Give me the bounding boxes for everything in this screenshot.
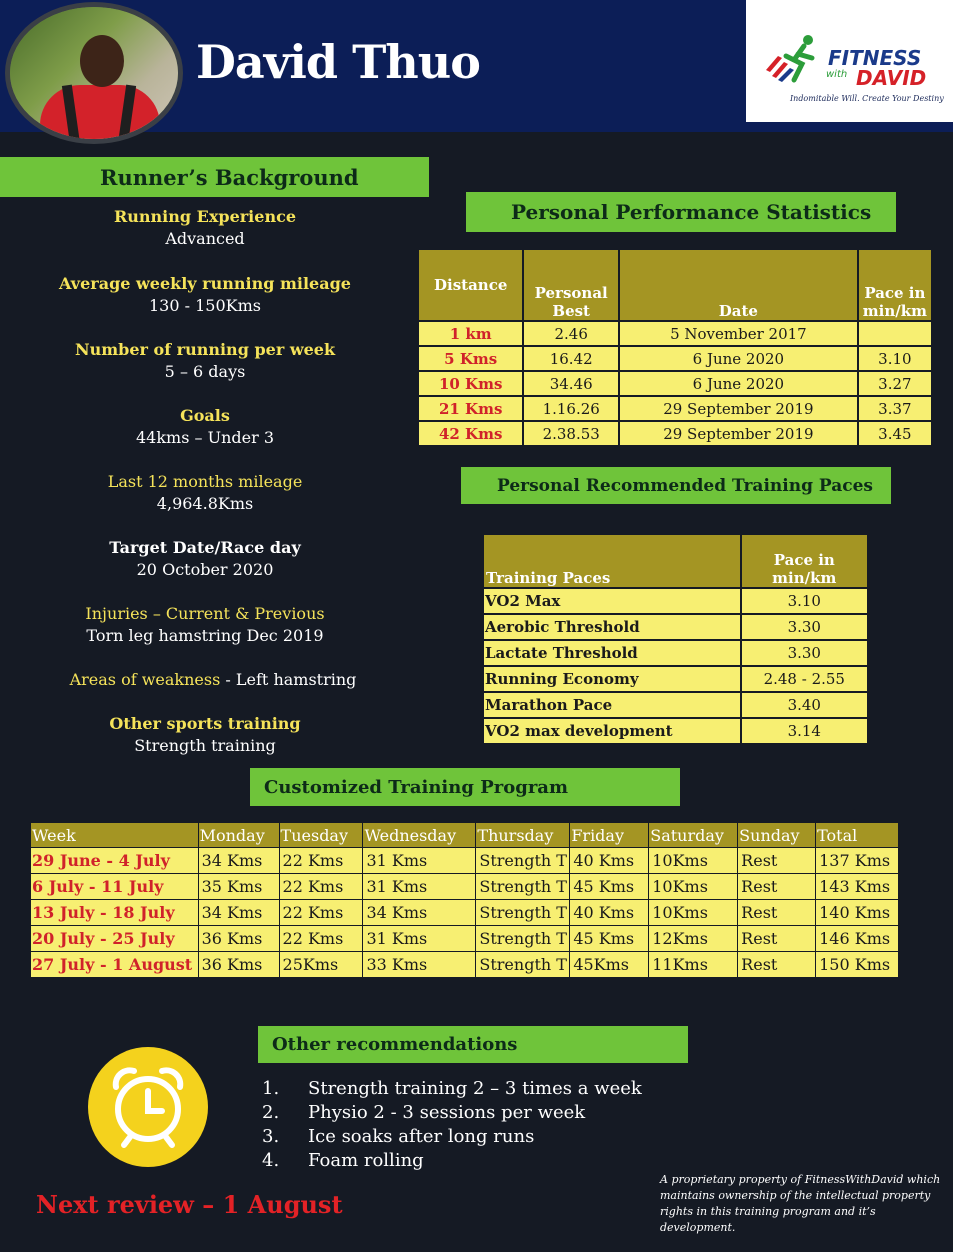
program-cell: 137 Kms: [816, 848, 899, 874]
pace-row: [483, 614, 868, 640]
target-date: Target Date/Race day 20 October 2020: [109, 538, 301, 579]
program-week-cell: 6 July - 11 July: [31, 874, 199, 900]
other-sports-training: Other sports training Strength training: [109, 714, 301, 755]
pace-pace-cell: 3.30: [741, 614, 868, 640]
program-cell: 146 Kms: [816, 926, 899, 952]
performance-best-cell: 34.46: [523, 371, 619, 396]
performance-pace-cell: 3.27: [858, 371, 932, 396]
performance-date-cell: 5 November 2017: [619, 321, 858, 346]
program-row: [31, 952, 899, 978]
performance-date-cell: 29 September 2019: [619, 421, 858, 446]
program-cell: 31 Kms: [363, 874, 476, 900]
pace-name-cell: VO2 max development: [483, 718, 741, 744]
performance-distance-cell: 42 Kms: [418, 421, 523, 446]
profile-photo: [5, 2, 183, 144]
program-cell: Rest: [738, 848, 816, 874]
program-header-cell: Friday: [570, 823, 649, 848]
program-cell: 10Kms: [649, 900, 738, 926]
program-header-cell: Week: [31, 823, 199, 848]
program-cell: Rest: [738, 952, 816, 978]
program-cell: 34 Kms: [198, 900, 279, 926]
recommendation-text: Strength training 2 – 3 times a week: [308, 1078, 642, 1099]
pace-row: [483, 692, 868, 718]
training-paces-table: Training Paces Pace in min/km VO2 Max 3.10 Aerobic Threshold 3.30 Lactate Threshold 3.30 Running Economy 2.48 - 2.55 Marathon Pace 3.40 VO2 max development 3.14: [482, 533, 869, 745]
program-cell: 34 Kms: [198, 848, 279, 874]
program-cell: 11Kms: [649, 952, 738, 978]
program-cell: 45 Kms: [570, 874, 649, 900]
recommendations-list: [262, 1077, 642, 1173]
performance-pace-cell: [858, 321, 932, 346]
recommendations-title: Other recommendations: [258, 1026, 688, 1063]
training-paces-title: Personal Recommended Training Paces: [461, 467, 891, 504]
program-cell: Rest: [738, 900, 816, 926]
areas-of-weakness: Areas of weakness - Left hamstring: [69, 670, 357, 689]
performance-best-cell: 16.42: [523, 346, 619, 371]
program-cell: Rest: [738, 874, 816, 900]
program-cell: 33 Kms: [363, 952, 476, 978]
runners-background-title: Runner’s Background: [0, 157, 429, 197]
program-cell: 143 Kms: [816, 874, 899, 900]
runner-logo-icon: [764, 30, 824, 90]
footer-note: A proprietary property of FitnessWithDavid which maintains ownership of the intellectual property rights in this training program and it’s development.: [660, 1173, 941, 1234]
program-cell: 45 Kms: [570, 926, 649, 952]
performance-best-cell: 1.16.26: [523, 396, 619, 421]
recommendation-number: 4.: [262, 1150, 280, 1171]
program-week-cell: 29 June - 4 July: [31, 848, 199, 874]
recommendation-number: 1.: [262, 1078, 280, 1099]
performance-best-cell: 2.46: [523, 321, 619, 346]
performance-date-cell: 6 June 2020: [619, 371, 858, 396]
pace-row: [483, 718, 868, 744]
next-review: Next review – 1 August: [36, 1190, 343, 1219]
recommendation-item: [262, 1149, 642, 1173]
program-row: [31, 926, 899, 952]
performance-best-cell: 2.38.53: [523, 421, 619, 446]
fitness-with-david-logo: FITNESS with DAVID Indomitable Will. Create Your Destiny: [746, 0, 953, 122]
performance-pace-cell: 3.37: [858, 396, 932, 421]
pace-name-cell: Marathon Pace: [483, 692, 741, 718]
program-row: [31, 848, 899, 874]
recommendation-item: [262, 1125, 642, 1149]
program-cell: 22 Kms: [279, 900, 363, 926]
recommendation-item: [262, 1101, 642, 1125]
last-12-months-mileage: Last 12 months mileage 4,964.8Kms: [107, 472, 303, 513]
performance-row: [418, 421, 932, 446]
performance-table: Distance Personal Best Date Pace in min/km 1 km 2.46 5 November 2017 5 Kms 16.42 6 June 2020 3.10 10 Kms 34.46 6 June 2020 3.27 21 Kms 1.16.26 29 September 2019 3.37 42 Kms 2.38.53 29 September 2019 3.45: [417, 248, 933, 447]
program-header-cell: Saturday: [649, 823, 738, 848]
injuries: Injuries – Current & Previous Torn leg hamstring Dec 2019: [85, 604, 325, 645]
program-cell: 40 Kms: [570, 900, 649, 926]
pace-name-cell: Running Economy: [483, 666, 741, 692]
performance-pace-cell: 3.45: [858, 421, 932, 446]
program-header-cell: Monday: [198, 823, 279, 848]
program-cell: 36 Kms: [198, 926, 279, 952]
pace-row: [483, 640, 868, 666]
program-week-cell: 13 July - 18 July: [31, 900, 199, 926]
program-header-cell: Thursday: [476, 823, 570, 848]
program-cell: Rest: [738, 926, 816, 952]
runs-per-week: Number of running per week 5 – 6 days: [74, 340, 336, 381]
recommendation-text: Ice soaks after long runs: [308, 1126, 535, 1147]
performance-pace-cell: 3.10: [858, 346, 932, 371]
goals: Goals 44kms – Under 3: [135, 406, 275, 447]
runner-name: David Thuo: [196, 35, 480, 89]
performance-row: [418, 321, 932, 346]
performance-date-cell: 29 September 2019: [619, 396, 858, 421]
recommendation-text: Physio 2 - 3 sessions per week: [308, 1102, 586, 1123]
program-title: Customized Training Program: [250, 768, 680, 806]
performance-title: Personal Performance Statistics: [466, 192, 896, 232]
program-cell: 22 Kms: [279, 926, 363, 952]
alarm-clock-icon: [88, 1047, 208, 1167]
program-cell: 25Kms: [279, 952, 363, 978]
performance-date-cell: 6 June 2020: [619, 346, 858, 371]
recommendation-item: [262, 1077, 642, 1101]
pace-name-cell: VO2 Max: [483, 588, 741, 614]
weekly-mileage: Average weekly running mileage 130 - 150Kms: [59, 274, 351, 315]
performance-row: [418, 371, 932, 396]
pace-pace-cell: 3.40: [741, 692, 868, 718]
program-cell: Strength T: [476, 874, 570, 900]
program-cell: 31 Kms: [363, 848, 476, 874]
performance-distance-cell: 5 Kms: [418, 346, 523, 371]
program-row: [31, 874, 899, 900]
pace-pace-cell: 3.10: [741, 588, 868, 614]
program-cell: 40 Kms: [570, 848, 649, 874]
pace-pace-cell: 3.30: [741, 640, 868, 666]
program-cell: 150 Kms: [816, 952, 899, 978]
pace-pace-cell: 2.48 - 2.55: [741, 666, 868, 692]
pace-name-cell: Aerobic Threshold: [483, 614, 741, 640]
program-cell: Strength T: [476, 952, 570, 978]
performance-distance-cell: 21 Kms: [418, 396, 523, 421]
program-header-cell: Tuesday: [279, 823, 363, 848]
performance-distance-cell: 10 Kms: [418, 371, 523, 396]
training-program-table: [30, 822, 899, 978]
program-header-cell: Sunday: [738, 823, 816, 848]
program-week-cell: 27 July - 1 August: [31, 952, 199, 978]
program-cell: 22 Kms: [279, 848, 363, 874]
recommendation-text: Foam rolling: [308, 1150, 424, 1171]
program-header-row: [31, 823, 899, 848]
program-cell: Strength T: [476, 926, 570, 952]
program-cell: 45Kms: [570, 952, 649, 978]
program-cell: 35 Kms: [198, 874, 279, 900]
program-cell: 10Kms: [649, 848, 738, 874]
pace-row: [483, 666, 868, 692]
pace-pace-cell: 3.14: [741, 718, 868, 744]
running-experience: Running Experience Advanced: [113, 207, 296, 248]
program-cell: 22 Kms: [279, 874, 363, 900]
performance-distance-cell: 1 km: [418, 321, 523, 346]
program-header-cell: Total: [816, 823, 899, 848]
program-week-cell: 20 July - 25 July: [31, 926, 199, 952]
program-cell: 10Kms: [649, 874, 738, 900]
program-cell: 140 Kms: [816, 900, 899, 926]
program-cell: Strength T: [476, 900, 570, 926]
recommendation-number: 3.: [262, 1126, 280, 1147]
program-row: [31, 900, 899, 926]
program-cell: Strength T: [476, 848, 570, 874]
performance-row: [418, 346, 932, 371]
recommendation-number: 2.: [262, 1102, 280, 1123]
program-cell: 34 Kms: [363, 900, 476, 926]
program-cell: 31 Kms: [363, 926, 476, 952]
program-cell: 36 Kms: [198, 952, 279, 978]
program-header-cell: Wednesday: [363, 823, 476, 848]
performance-row: [418, 396, 932, 421]
pace-row: [483, 588, 868, 614]
program-cell: 12Kms: [649, 926, 738, 952]
pace-name-cell: Lactate Threshold: [483, 640, 741, 666]
